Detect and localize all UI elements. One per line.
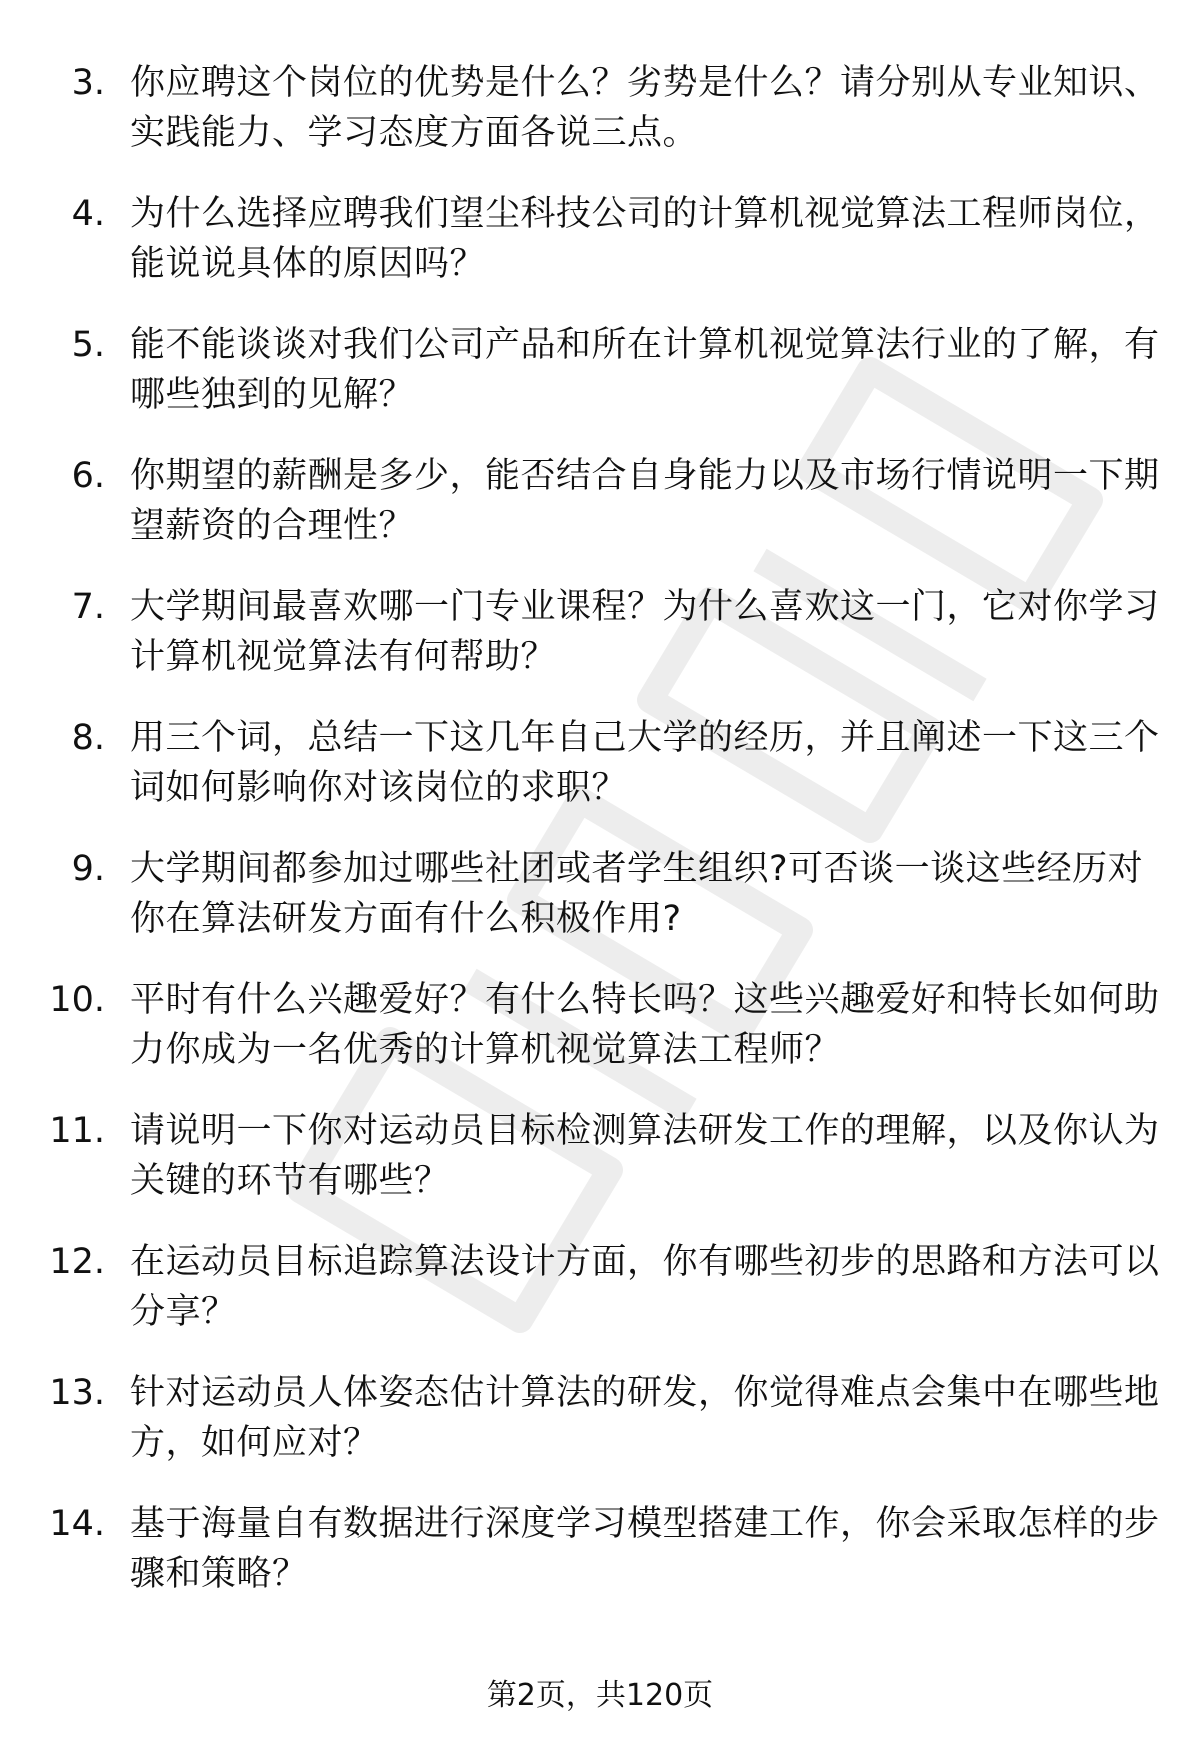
question-item	[0, 1237, 1200, 1368]
question-number: 6.	[71, 456, 105, 496]
question-list	[0, 58, 1200, 1630]
question-item	[0, 1106, 1200, 1237]
question-text: 基于海量自有数据进行深度学习模型搭建工作，你会采取怎样的步骤和策略？	[130, 1504, 1160, 1594]
question-text: 平时有什么兴趣爱好？有什么特长吗？这些兴趣爱好和特长如何助力你成为一名优秀的计算机视觉算法工程师？	[130, 980, 1160, 1070]
question-item	[0, 189, 1200, 320]
question-number: 10.	[49, 980, 105, 1020]
question-item	[0, 713, 1200, 844]
page-number-footer: 第2页，共120页	[486, 1678, 714, 1713]
question-item	[0, 582, 1200, 713]
question-number: 7.	[71, 587, 105, 627]
question-item	[0, 975, 1200, 1106]
question-item	[0, 1368, 1200, 1499]
question-item	[0, 320, 1200, 451]
question-item	[0, 844, 1200, 975]
question-item	[0, 1499, 1200, 1630]
question-number: 9.	[71, 849, 105, 889]
question-number: 5.	[71, 325, 105, 365]
question-text: 你期望的薪酬是多少，能否结合自身能力以及市场行情说明一下期望薪资的合理性？	[130, 456, 1160, 546]
question-item	[0, 58, 1200, 189]
question-number: 4.	[71, 194, 105, 234]
question-text: 在运动员目标追踪算法设计方面，你有哪些初步的思路和方法可以分享？	[130, 1242, 1160, 1332]
question-text: 用三个词，总结一下这几年自己大学的经历，并且阐述一下这三个词如何影响你对该岗位的求职？	[130, 718, 1160, 808]
question-text: 针对运动员人体姿态估计算法的研发，你觉得难点会集中在哪些地方，如何应对？	[130, 1373, 1160, 1463]
question-text: 大学期间都参加过哪些社团或者学生组织?可否谈一谈这些经历对你在算法研发方面有什么积极作用?	[130, 849, 1144, 939]
question-text: 大学期间最喜欢哪一门专业课程？为什么喜欢这一门，它对你学习计算机视觉算法有何帮助？	[130, 587, 1160, 677]
question-number: 12.	[49, 1242, 105, 1282]
question-number: 14.	[49, 1504, 105, 1544]
question-item	[0, 451, 1200, 582]
question-text: 你应聘这个岗位的优势是什么？劣势是什么？请分别从专业知识、实践能力、学习态度方面各说三点。	[130, 63, 1160, 153]
question-number: 3.	[71, 63, 105, 103]
question-text: 能不能谈谈对我们公司产品和所在计算机视觉算法行业的了解，有哪些独到的见解？	[130, 325, 1160, 415]
question-number: 8.	[71, 718, 105, 758]
question-number: 11.	[49, 1111, 105, 1151]
question-number: 13.	[49, 1373, 105, 1413]
question-text: 为什么选择应聘我们望尘科技公司的计算机视觉算法工程师岗位，能说说具体的原因吗？	[130, 194, 1160, 284]
question-text: 请说明一下你对运动员目标检测算法研发工作的理解，以及你认为关键的环节有哪些？	[130, 1111, 1160, 1201]
